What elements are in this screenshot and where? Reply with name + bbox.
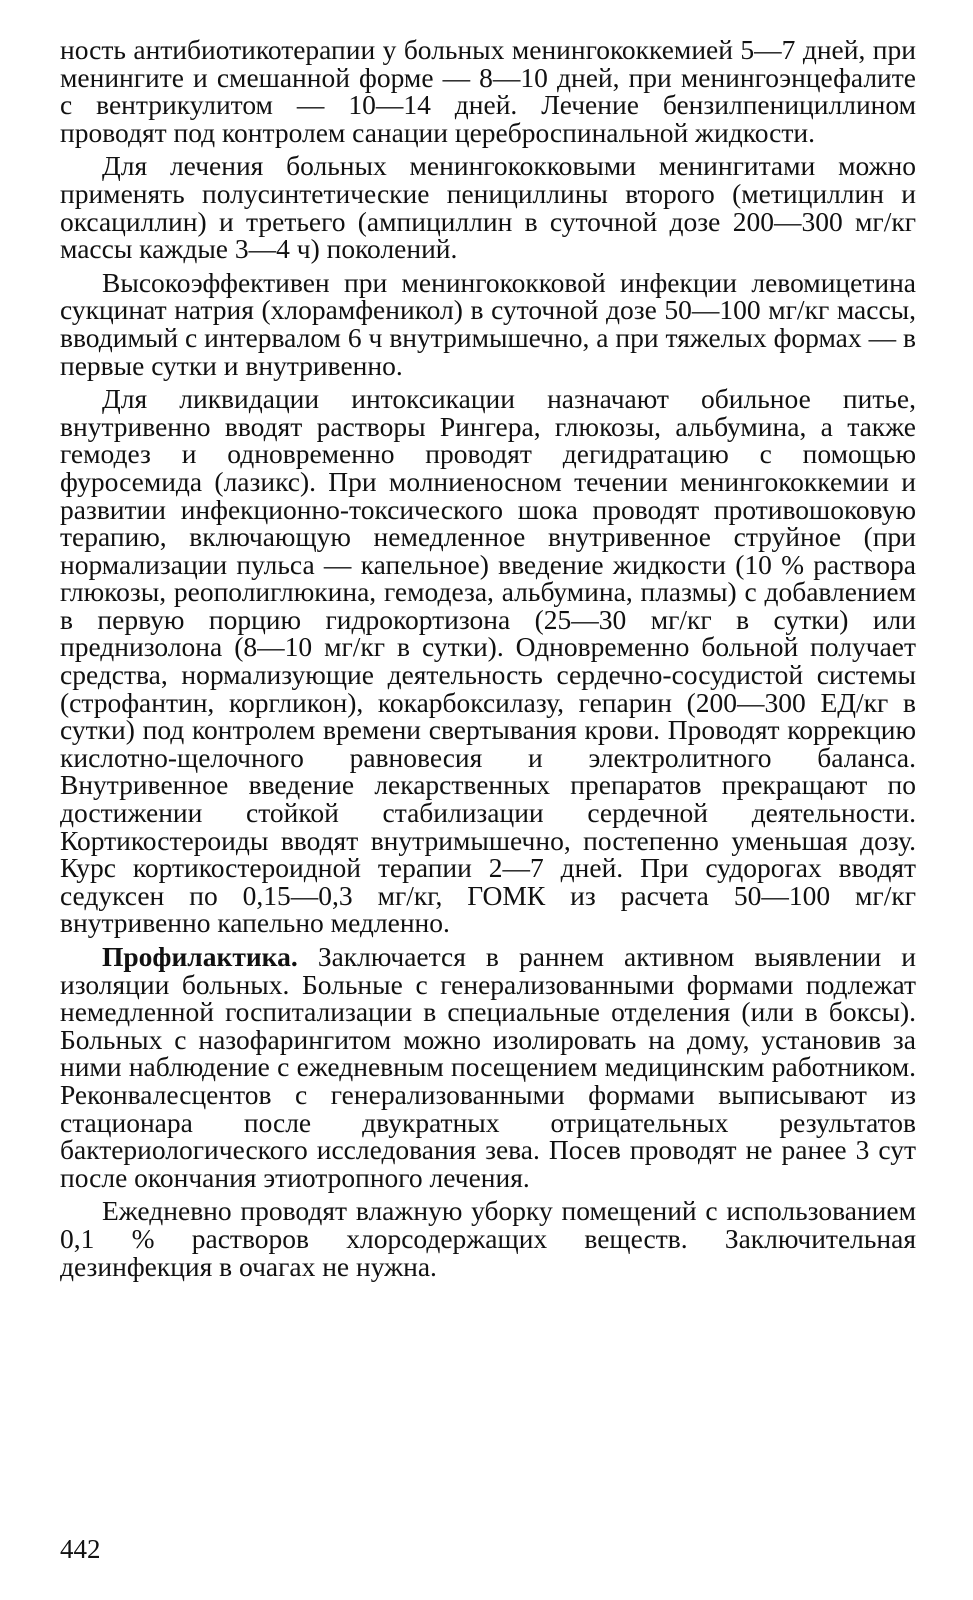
page-body	[60, 36, 916, 1280]
prophylaxis-body-text: Заключается в раннем активном выявлении и изоляции больных. Больные с генерализованными формами подлежат немедленной госпитализации в специальные отделения (или в боксы). Больных с назофарингитом можно изолировать на дому, установив за ними наблюдение с ежедневным посещением медицинским работником. Реконвалесцентов с генерализованными формами выписывают из стационара после двукратных отрицательных результатов бактериологического исследования зева. Посев проводят не ранее 3 сут после окончания этиотропного лечения.	[60, 941, 916, 1193]
paragraph-chloramphenicol: Высокоэффективен при менингококковой инфекции левомицетина сукцинат натрия (хлорамфеникол) в суточной дозе 50—100 мг/кг массы, вводимый с интервалом 6 ч внутримышечно, а при тяжелых формах — в первые сутки и внутривенно.	[60, 266, 916, 381]
page-number: 442	[60, 1534, 101, 1564]
paragraph-antibiotic-duration: ность антибиотикотерапии у больных менингококкемией 5—7 дней, при менингите и смешанной форме — 8—10 дней, при менингоэнцефалите с вентрикулитом — 10—14 дней. Лечение бензилпенициллином проводят под контролем санации цереброспинальной жидкости.	[60, 34, 916, 148]
paragraph-detoxification-therapy: Для ликвидации интоксикации назначают обильное питье, внутривенно вводят растворы Рингера, глюкозы, альбумина, а также гемодез и одновременно проводят дегидратацию с помощью фуросемида (лазикс). При молниеносном течении менингококкемии и развитии инфекционно-токсического шока проводят противошоковую терапию, включающую немедленное внутривенное струйное (при нормализации пульса — капельное) введение жидкости (10 % раствора глюкозы, реополиглюкина, гемодеза, альбумина, плазмы) с добавлением в первую порцию гидрокортизона (25—30 мг/кг в сутки) или преднизолона (8—10 мг/кг в сутки). Одновременно больной получает средства, нормализующие деятельность сердечно-сосудистой системы (строфантин, коргликон), кокарбоксилазу, гепарин (200—300 ЕД/кг в сутки) под контролем времени свертывания крови. Проводят коррекцию кислотно-щелочного равновесия и электролитного баланса. Внутривенное введение лекарственных препаратов прекращают по достижении стойкой стабилизации сердечной деятельности. Кортикостероиды вводят внутримышечно, постепенно уменьшая дозу. Курс кортикостероидной терапии 2—7 дней. При судорогах вводят седуксен по 0,15—0,3 мг/кг, ГОМК из расчета 50—100 мг/кг внутривенно капельно медленно.	[60, 383, 916, 939]
paragraph-semisynthetic-penicillins: Для лечения больных менингококковыми менингитами можно применять полусинтетические пенициллины второго (метициллин и оксациллин) и третьего (ампициллин в суточной дозе 200—300 мг/кг массы каждые 3—4 ч) поколений.	[60, 150, 916, 265]
paragraph-prophylaxis	[60, 943, 916, 1191]
section-heading-prophylaxis: Профилактика.	[102, 941, 298, 972]
paragraph-disinfection: Ежедневно проводят влажную уборку помещений с использованием 0,1 % растворов хлорсодержащих веществ. Заключительная дезинфекция в очагах не нужна.	[60, 1195, 916, 1282]
